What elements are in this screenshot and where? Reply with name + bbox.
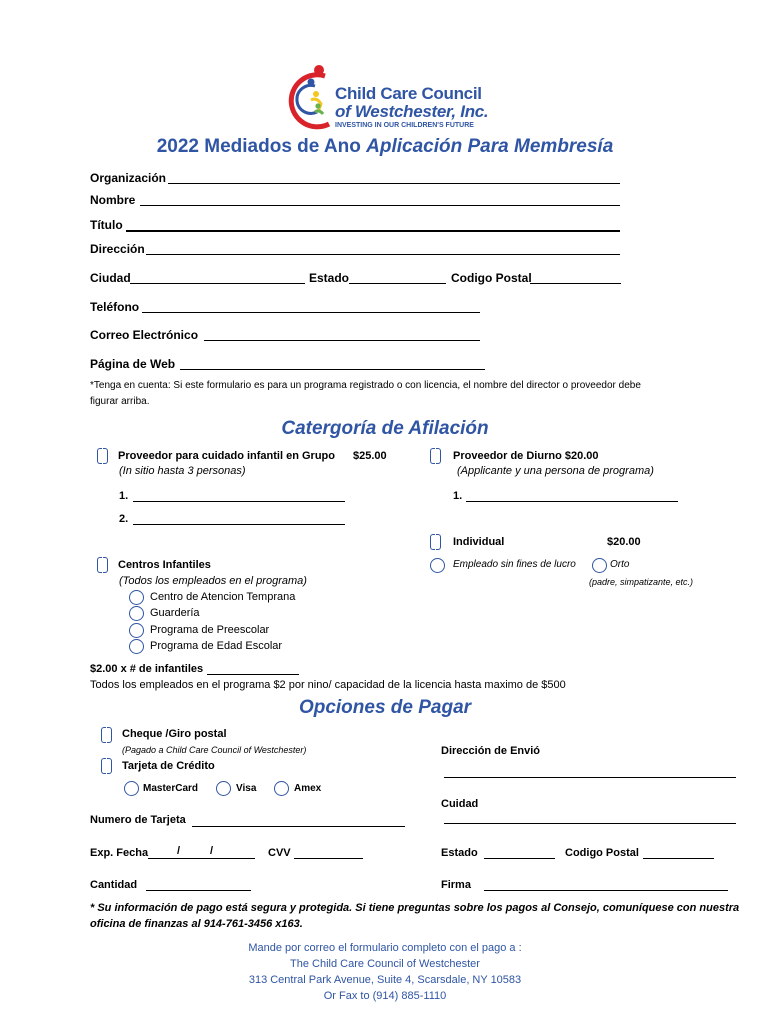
mastercard-radio[interactable] (124, 781, 139, 796)
envio-label: Dirección de Envió (441, 745, 541, 757)
ciudad-field[interactable] (130, 283, 305, 284)
diurno-line1-field[interactable] (466, 501, 678, 502)
grupo-line2-field[interactable] (133, 524, 345, 525)
fee-line-label: $2.00 x # de infantiles (90, 663, 204, 675)
tarjeta-checkbox[interactable] (101, 758, 112, 774)
pagar-codigo-field[interactable] (643, 858, 714, 859)
mastercard-label: MasterCard (143, 783, 199, 794)
grupo-checkbox[interactable] (97, 448, 108, 464)
nombre-field[interactable] (140, 205, 620, 206)
grupo-line1-field[interactable] (133, 501, 345, 502)
centros-option-radio[interactable] (129, 590, 144, 605)
telefono-field[interactable] (142, 312, 480, 313)
grupo-label: Proveedor para cuidado infantil en Grupo (118, 450, 335, 462)
centros-option-radio[interactable] (129, 623, 144, 638)
fee-line-field[interactable] (207, 674, 299, 675)
grupo-line2-label: 2. (119, 513, 129, 525)
cantidad-label: Cantidad (90, 879, 138, 891)
empleado-radio[interactable] (430, 558, 445, 573)
organizacion-label: Organización (90, 171, 167, 185)
cheque-sub: (Pagado a Child Care Council of Westchester) (122, 745, 307, 755)
mail-line1: Mande por correo el formulario completo con el pago a : (248, 942, 522, 954)
amex-radio[interactable] (274, 781, 289, 796)
grupo-price: $25.00 (353, 450, 387, 462)
estado-field[interactable] (349, 283, 446, 284)
telefono-label: Teléfono (90, 300, 140, 314)
categoria-heading: Catergoría de Afilación (281, 418, 489, 439)
codigo-postal-field[interactable] (530, 283, 621, 284)
visa-radio[interactable] (216, 781, 231, 796)
cantidad-field[interactable] (146, 890, 251, 891)
orto-sub: (padre, simpatizante, etc.) (589, 577, 694, 587)
visa-label: Visa (236, 783, 257, 794)
centros-sub: (Todos los empleados en el programa) (119, 575, 307, 587)
cheque-label: Cheque /Giro postal (122, 728, 227, 740)
title-normal: 2022 Mediados de Ano (156, 136, 367, 157)
empleado-label: Empleado sin fines de lucro (453, 559, 576, 570)
centros-option-label: Programa de Edad Escolar (150, 640, 283, 652)
diurno-label: Proveedor de Diurno $20.00 (453, 450, 599, 462)
centros-label: Centros Infantiles (118, 559, 211, 571)
grupo-line1-label: 1. (119, 490, 129, 502)
pagar-heading: Opciones de Pagar (298, 697, 472, 718)
note-line1: *Tenga en cuenta: Si este formulario es para un programa registrado o con licencia, el nombre del director o proveedor debe (90, 380, 641, 391)
nombre-label: Nombre (90, 193, 136, 207)
centros-option-label: Guardería (150, 607, 200, 619)
pagina-field[interactable] (180, 369, 485, 370)
firma-label: Firma (441, 879, 471, 891)
pagina-label: Página de Web (90, 357, 176, 371)
individual-checkbox[interactable] (430, 534, 441, 550)
centros-option-radio[interactable] (129, 606, 144, 621)
logo-mark (285, 62, 337, 134)
ciudad-label: Ciudad (90, 271, 131, 285)
diurno-line1-label: 1. (453, 490, 463, 502)
tarjeta-label: Tarjeta de Crédito (122, 760, 215, 772)
mail-line3: 313 Central Park Avenue, Suite 4, Scarsdale, NY 10583 (248, 974, 522, 986)
title-italic: Aplicación Para Membresía (366, 136, 614, 157)
orto-label: Orto (610, 559, 630, 570)
note-line2: figurar arriba. (90, 396, 150, 407)
direccion-label: Dirección (90, 242, 145, 256)
firma-field[interactable] (484, 890, 728, 891)
logo (285, 62, 495, 134)
security-note-line2: oficina de finanzas al 914-761-3456 x163. (90, 918, 303, 930)
cvv-field[interactable] (294, 858, 363, 859)
diurno-checkbox[interactable] (430, 448, 441, 464)
page-title (0, 136, 770, 158)
pagar-estado-field[interactable] (484, 858, 555, 859)
organizacion-field[interactable] (168, 183, 620, 184)
pagar-codigo-label: Codigo Postal (565, 847, 639, 859)
centros-option-label: Centro de Atencion Temprana (150, 591, 296, 603)
logo-line1: Child Care Council (335, 84, 482, 103)
codigo-postal-label: Codigo Postal (451, 271, 532, 285)
diurno-sub: (Applicante y una persona de programa) (457, 465, 654, 477)
amex-label: Amex (294, 783, 322, 794)
correo-label: Correo Electrónico (90, 328, 199, 342)
cheque-checkbox[interactable] (101, 727, 112, 743)
centros-option-label: Programa de Preescolar (150, 624, 270, 636)
direccion-field[interactable] (146, 254, 620, 255)
exp-field[interactable] (148, 858, 255, 859)
numero-label: Numero de Tarjeta (90, 814, 186, 826)
orto-radio[interactable] (592, 558, 607, 573)
titulo-label: Título (90, 218, 123, 232)
pagar-estado-label: Estado (441, 847, 478, 859)
exp-sep1: / (177, 845, 181, 857)
centros-checkbox[interactable] (97, 557, 108, 573)
estado-label: Estado (309, 271, 350, 285)
security-note-line1: * Su información de pago está segura y protegida. Si tiene preguntas sobre los pagos al Consejo, comuníquese con nuestra (90, 902, 740, 914)
individual-label: Individual (453, 536, 505, 548)
logo-line2: of Westchester, Inc. (335, 102, 489, 121)
exp-sep2: / (210, 845, 214, 857)
centros-option-radio[interactable] (129, 639, 144, 654)
titulo-field[interactable] (126, 230, 620, 232)
individual-price: $20.00 (607, 536, 641, 548)
mail-line4: Or Fax to (914) 885-1110 (323, 990, 447, 1002)
fee-note: Todos los empleados en el programa $2 por nino/ capacidad de la licencia hasta maximo de $500 (90, 679, 566, 691)
cvv-label: CVV (268, 847, 291, 859)
cuidad-field[interactable] (444, 823, 736, 824)
exp-label: Exp. Fecha (90, 847, 149, 859)
logo-tagline: INVESTING IN OUR CHILDREN'S FUTURE (335, 122, 474, 129)
correo-field[interactable] (204, 340, 480, 341)
grupo-sub: (In sitio hasta 3 personas) (119, 465, 246, 477)
mail-line2: The Child Care Council of Westchester (290, 958, 480, 970)
cuidad-label: Cuidad (441, 798, 479, 810)
numero-field[interactable] (192, 826, 405, 827)
envio-field[interactable] (444, 777, 736, 778)
